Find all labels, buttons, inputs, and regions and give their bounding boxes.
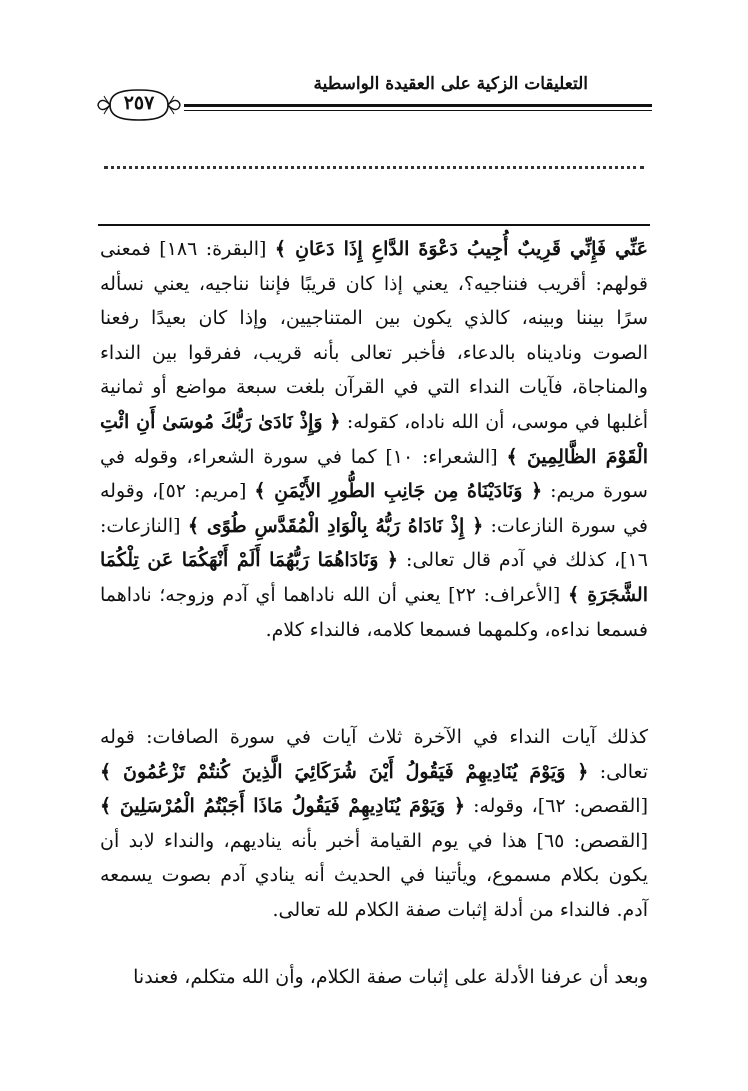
quran-verse: ﴿ وَيَوْمَ يُنَادِيهِمْ فَيَقُولُ أَيْنَ شُرَكَائِيَ الَّذِينَ كُنتُمْ تَزْعُمُونَ ﴾	[100, 760, 589, 783]
page-number-ornament	[96, 86, 182, 124]
body-text: [مريم: ٥٢]، وقوله في سورة النازعات:	[100, 480, 648, 537]
body-text: [القصص: ٦٢]، وقوله:	[464, 795, 648, 818]
body-text: [الشعراء: ١٠] كما في سورة الشعراء، وقوله في سورة مريم:	[100, 445, 648, 503]
page-number: ٢٥٧	[123, 92, 155, 114]
body-text: كذلك آيات النداء في الآخرة ثلاث آيات في سورة الصافات: قوله تعالى:	[100, 726, 648, 783]
body-text: [البقرة: ١٨٦] فمعنى قولهم: أقريب فنناجيه؟، يعني إذا كان قريبًا فإننا نناجيه، يعني نسأله سرًا بيننا وبينه، كالذي يكون بين المتناجيين، وإذا كان بعيدًا رفعنا الصوت وناديناه بالدعاء، فأخبر تعالى بأنه قريب، ففرقوا بين النداء والمناجاة، فآيات النداء التي في القرآن بلغت سبعة مواضع أو ثمانية أغلبها في موسى، أن الله ناداه، كقوله:	[100, 238, 648, 433]
section-rule	[98, 224, 650, 226]
footnote-separator-dots	[104, 166, 644, 175]
body-text: [القصص: ٦٥] هذا في يوم القيامة أخبر بأنه يناديهم، والنداء لابد أن يكون بكلام مسموع، ويأتينا في الحديث أنه ينادي آدم بصوت يسمعه آدم. فالنداء من أدلة إثبات صفة الكلام لله تعالى.	[100, 829, 648, 921]
body-text: [الأعراف: ٢٢] يعني أن الله ناداهما أي آدم وزوجه؛ ناداهما فسمعا نداءه، وكلمهما فسمعا كلامه، فالنداء كلام.	[100, 583, 648, 641]
paragraph-2	[100, 720, 648, 928]
quran-verse: ﴿ وَنَادَاهُمَا رَبُّهُمَا أَلَمْ أَنْهَكُمَا عَن تِلْكُمَا الشَّجَرَةِ ﴾	[100, 549, 649, 606]
quran-verse: ﴿ إِذْ نَادَاهُ رَبُّهُ بِالْوَادِ الْمُقَدَّسِ طُوًى ﴾	[187, 514, 484, 537]
quran-verse: عَنِّي فَإِنِّي قَرِيبٌ أُجِيبُ دَعْوَةَ الدَّاعِ إِذَا دَعَانِ ﴾	[274, 238, 648, 260]
paragraph-1	[100, 232, 648, 647]
quran-verse: ﴿ وَيَوْمَ يُنَادِيهِمْ فَيَقُولُ مَاذَا أَجَبْتُمُ الْمُرْسَلِينَ ﴾	[100, 795, 465, 818]
running-title: التعليقات الزكية على العقيدة الواسطية	[313, 74, 588, 94]
header-rule-thin	[184, 110, 652, 111]
quran-verse: ﴿ وَإِذْ نَادَىٰ رَبُّكَ مُوسَىٰ أَنِ ائْتِ الْقَوْمَ الظَّالِمِينَ ﴾	[100, 410, 648, 468]
body-text: وبعد أن عرفنا الأدلة على إثبات صفة الكلام، وأن الله متكلم، فعندنا	[133, 966, 648, 988]
header-rule	[184, 104, 652, 107]
paragraph-3	[100, 960, 648, 995]
quran-verse: ﴿ وَنَادَيْنَاهُ مِن جَانِبِ الطُّورِ الأَيْمَنِ ﴾	[254, 480, 543, 503]
body-text: [النازعات: ١٦]، كذلك في آدم قال تعالى:	[100, 514, 648, 572]
